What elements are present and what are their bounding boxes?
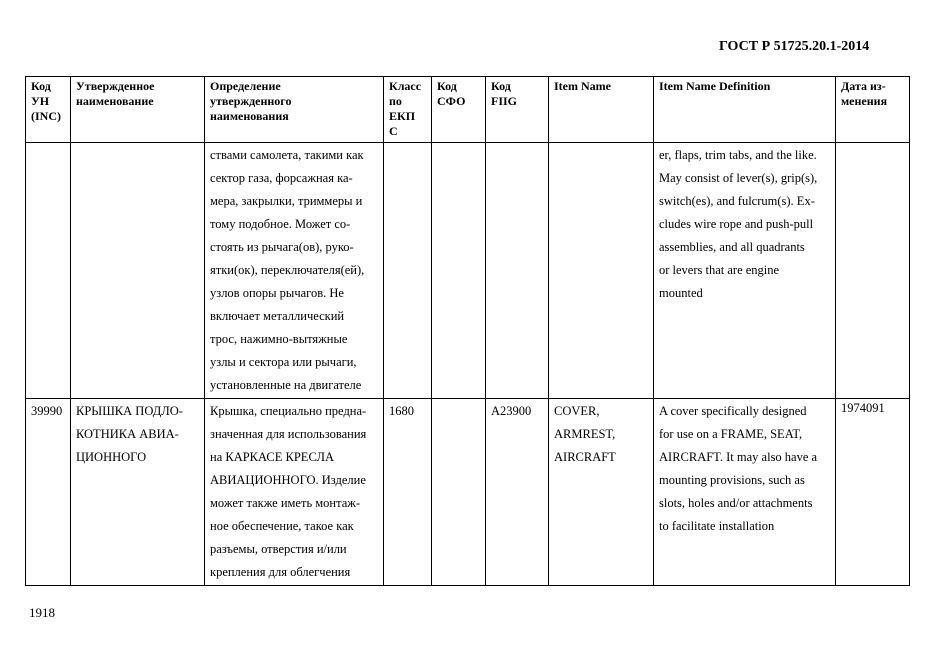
cell-definition: Крышка, специально предна- значенная для использования на КАРКАСЕ КРЕСЛА АВИАЦИОННОГО. Изделие может также иметь монтаж- ное обеспечение, такое как разъемы, отверстия и/или крепления для облегчения [205,399,384,586]
header-item-name: Item Name [549,77,654,143]
cell-fiig-code [486,143,549,399]
cell-definition: ствами самолета, такими как сектор газа, форсажная ка- мера, закрылки, триммеры и тому подобное. Может со- стоять из рычага(ов), руко- ятки(ок), переключателя(ей), узлов опоры рычагов. Не включает металлический трос, нажимно-вытяжные узлы и сектора или рычаги, установленные на двигателе [205,143,384,399]
cell-change-date [836,143,910,399]
cell-inc [26,143,71,399]
cell-item-name-definition: A cover specifically designed for use on a FRAME, SEAT, AIRCRAFT. It may also have a mounting provisions, such as slots, holes and/or attachments to facilitate installation [654,399,836,586]
header-definition: Определение утвержденного наименования [205,77,384,143]
cell-inc: 39990 [26,399,71,586]
classification-table [25,76,910,586]
header-inc: Код УН (INC) [26,77,71,143]
cell-approved-name: КРЫШКА ПОДЛО- КОТНИКА АВИА- ЦИОННОГО [71,399,205,586]
table-header-row [26,77,910,143]
header-fiig-code: Код FIIG [486,77,549,143]
cell-item-name-definition: er, flaps, trim tabs, and the like. May consist of lever(s), grip(s), switch(es), and fulcrum(s). Ex- cludes wire rope and push-pull assemblies, and all quadrants or levers that are engine mounted [654,143,836,399]
cell-sfo-code [432,143,486,399]
cell-change-date: 1974091 [836,399,910,586]
header-change-date: Дата из- менения [836,77,910,143]
cell-fiig-code: A23900 [486,399,549,586]
cell-approved-name [71,143,205,399]
header-sfo-code: Код СФО [432,77,486,143]
header-item-name-definition: Item Name Definition [654,77,836,143]
table-row [26,399,910,586]
header-ekps-class: Класс по ЕКП С [384,77,432,143]
page-number: 1918 [29,605,55,620]
table-row [26,143,910,399]
cell-sfo-code [432,399,486,586]
cell-ekps-class: 1680 [384,399,432,586]
cell-ekps-class [384,143,432,399]
cell-item-name [549,143,654,399]
cell-item-name: COVER, ARMREST, AIRCRAFT [549,399,654,586]
header-approved-name: Утвержденное наименование [71,77,205,143]
standard-designation: ГОСТ Р 51725.20.1-2014 [719,39,870,54]
